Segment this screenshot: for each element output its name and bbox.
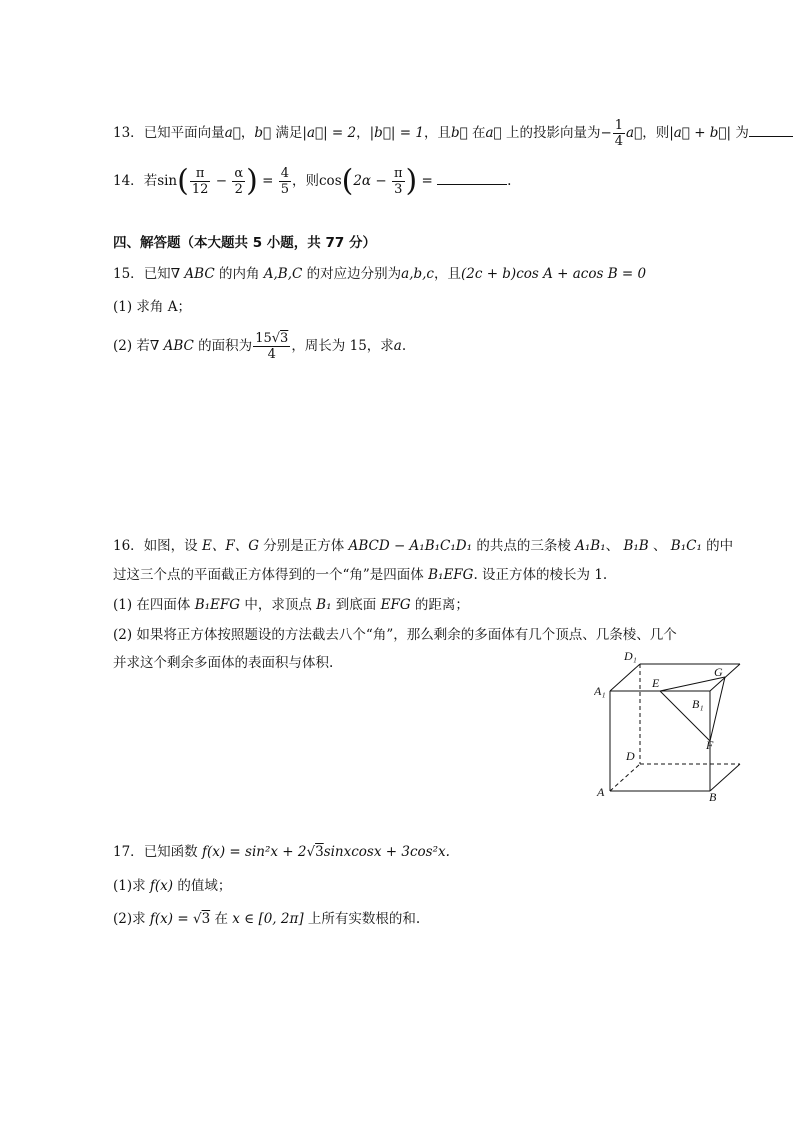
q13-text: 已知平面向量 (143, 125, 225, 141)
question-16: 16．如图，设 E、F、G 分别是正方体 ABCD − A₁B₁C₁D₁ 的共点的三条棱 A₁B₁、 B₁B 、 B₁C₁ 的中 (113, 538, 734, 554)
q13-text: ， (356, 125, 370, 141)
q17-p2-radicand: 3 (201, 911, 211, 927)
q14-minus: − (211, 173, 232, 189)
q14-frac2-num: α (234, 166, 244, 181)
q17-p1-func: f(x) (149, 878, 174, 894)
q13-vec-a: a⃗ (485, 125, 502, 141)
q15-triangle-name: ABC (184, 266, 215, 282)
q15-p2-text: . (401, 338, 407, 354)
label-g: G (714, 665, 723, 679)
q16-p1-text: 中，求顶点 (240, 597, 317, 613)
q16-number: 16． (113, 538, 144, 554)
triangle-icon: ∇ (149, 338, 164, 354)
q17-func-a: f(x) = sin²x + 2 (201, 844, 307, 860)
q13-cond-b: |b⃗| = 1 (369, 125, 424, 141)
q14-paren-open-2: ( (341, 163, 354, 199)
cube-hidden-edge (610, 764, 640, 791)
q13-text: 为 (731, 125, 749, 141)
question-14 (113, 163, 512, 199)
label-f: F (706, 738, 714, 752)
section-heading: 四、解答题（本大题共 5 小题，共 77 分） (113, 235, 376, 251)
q14-equals: = (257, 173, 278, 189)
q16-edge-3: B₁C₁ (670, 538, 702, 554)
question-13 (113, 118, 793, 149)
q14-frac4-den: 3 (394, 182, 403, 197)
q14-fraction-2 (232, 166, 245, 197)
triangle-icon: ∇ (170, 266, 185, 282)
label-a1: A₁ (594, 684, 606, 698)
q13-sum-norm: |a⃗ + b⃗| (669, 125, 732, 141)
q17-text: 已知函数 (143, 844, 202, 860)
q13-vec-b: b⃗ (450, 125, 468, 141)
q14-answer-blank (437, 170, 507, 185)
q13-answer-blank (749, 122, 793, 137)
q17-p1-text: 的值域； (173, 878, 232, 894)
q15-sides: a,b,c (401, 266, 434, 282)
q17-p1-text: (1)求 (113, 878, 150, 894)
q16-p1-text: (1) 在四面体 (113, 597, 195, 613)
q13-vec-b: b⃗ (254, 125, 272, 141)
label-e: E (652, 676, 660, 690)
q15-text: 的对应边分别为 (302, 266, 402, 282)
q15-triangle-name: ABC (163, 338, 194, 354)
q14-sin: sin (157, 173, 178, 189)
q14-frac3-den: 5 (280, 182, 289, 197)
question-17: 17．已知函数 f(x) = sin²x + 2√3sinxcosx + 3cos²x. (113, 844, 450, 860)
q14-text: 若 (143, 173, 158, 189)
label-b1: B₁ (692, 697, 704, 711)
q17-p2-text: 上所有实数根的和. (303, 911, 421, 927)
q15-part-1: (1) 求角 A； (113, 299, 191, 315)
q13-number: 13． (113, 125, 144, 141)
q15-p2-text: ，周长为 15，求 (291, 338, 394, 354)
q16-edge-2: B₁B (623, 538, 649, 554)
q14-paren-close-2: ) (405, 163, 418, 199)
q17-part-1 (113, 875, 231, 897)
q13-text: ， (240, 125, 255, 141)
q17-func-b: sinxcosx + 3cos²x. (323, 844, 450, 860)
q13-frac-den: 4 (614, 134, 624, 149)
q17-p2-func: f(x) = (149, 911, 193, 927)
q14-fraction-1 (190, 166, 211, 197)
q13-vec-a: a⃗ (224, 125, 241, 141)
q15-text: 的内角 (214, 266, 264, 282)
q13-fraction (613, 118, 625, 149)
q13-text: 上的投影向量为 (501, 125, 601, 141)
q16-base: EFG (380, 597, 411, 613)
question-15 (113, 263, 646, 285)
q17-number: 17． (113, 844, 144, 860)
q14-cos: cos (319, 173, 342, 189)
cube-edge (710, 764, 740, 791)
q15-area-den: 4 (267, 347, 276, 362)
label-d: D (626, 749, 635, 763)
q17-part-2: (2)求 f(x) = √3 在 x ∈ [0, 2π] 上所有实数根的和. (113, 911, 421, 927)
q14-fraction-3 (279, 166, 291, 197)
q15-p2-var: a (393, 338, 402, 354)
q16-tetrahedron: B₁EFG (428, 567, 474, 583)
cut-edge-eg (660, 677, 725, 691)
q16-edge-1: A₁B₁ (575, 538, 606, 554)
q16-text: 的共点的三条棱 (472, 538, 576, 554)
label-b: B (709, 790, 717, 804)
q15-part-2 (113, 331, 406, 362)
q13-text: ，则 (642, 125, 670, 141)
q15-angles: A,B,C (263, 266, 303, 282)
q15-equation: (2c + b)cos A + acos B = 0 (460, 266, 647, 282)
q17-p2-interval: x ∈ [0, 2π] (232, 911, 304, 927)
q16-text: 的中 (701, 538, 734, 554)
q14-frac4-num: π (393, 166, 403, 181)
q15-number: 15． (113, 266, 144, 282)
q14-frac1-den: 12 (191, 182, 209, 197)
q17-radicand: 3 (315, 844, 324, 860)
q16-tetrahedron: B₁EFG (194, 597, 241, 613)
q16-line-2 (113, 564, 607, 586)
q13-frac-num: 1 (614, 118, 624, 133)
q14-number: 14． (113, 173, 144, 189)
q13-text: 在 (467, 125, 486, 141)
q16-text: 如图，设 (143, 538, 202, 554)
q13-text: ，且 (423, 125, 451, 141)
q15-text: ，且 (433, 266, 461, 282)
q14-paren-close: ) (246, 163, 258, 199)
q14-equals: = (417, 173, 438, 189)
q16-part-2-cont: 并求这个剩余多面体的表面积与体积. (113, 655, 334, 671)
q17-p2-text: (2)求 (113, 911, 150, 927)
q15-area-radicand: 3 (280, 331, 289, 346)
q14-text: ，则 (292, 173, 319, 189)
q16-cube: ABCD − A₁B₁C₁D₁ (348, 538, 473, 554)
q16-p1-text: 到底面 (331, 597, 381, 613)
q15-area-fraction (253, 331, 290, 362)
q14-arg: 2α − (353, 173, 391, 189)
q14-paren-open: ( (177, 163, 189, 199)
q15-p2-text: (2) 若 (113, 338, 150, 354)
q13-cond-a: |a⃗| = 2 (302, 125, 357, 141)
cube-edge (610, 664, 640, 691)
q13-vec-a: a⃗ (626, 125, 643, 141)
q16-part-1 (113, 594, 469, 616)
q13-text: 满足 (271, 125, 303, 141)
q16-text: 过这三个点的平面截正方体得到的一个“角”是四面体 (113, 567, 429, 583)
cube-figure (594, 646, 754, 806)
q16-text: . 设正方体的棱长为 1. (473, 567, 608, 583)
q15-area-num: 15√3 (255, 331, 289, 346)
q14-frac1-num: π (190, 166, 211, 182)
q16-text: 分别是正方体 (259, 538, 349, 554)
q16-p1-text: 的距离； (410, 597, 469, 613)
q15-text: 已知 (143, 266, 171, 282)
q14-frac3-num: 4 (280, 166, 289, 181)
q14-frac2-den: 2 (234, 182, 243, 197)
q16-part-2: (2) 如果将正方体按照题设的方法截去八个“角”，那么剩余的多面体有几个顶点、几条棱、几个 (113, 627, 677, 643)
q14-period: . (507, 173, 512, 189)
q15-area-coef: 15 (255, 331, 272, 346)
q14-fraction-4 (392, 166, 405, 197)
q13-minus: − (600, 125, 612, 141)
q17-p2-text: 在 (210, 911, 233, 927)
label-a: A (597, 785, 605, 799)
label-d1: D₁ (624, 649, 637, 663)
q16-vertex: B₁ (316, 597, 332, 613)
cut-edge-gf (710, 677, 725, 741)
q16-points: E、F、G (201, 538, 259, 554)
q15-p2-text: 的面积为 (193, 338, 253, 354)
